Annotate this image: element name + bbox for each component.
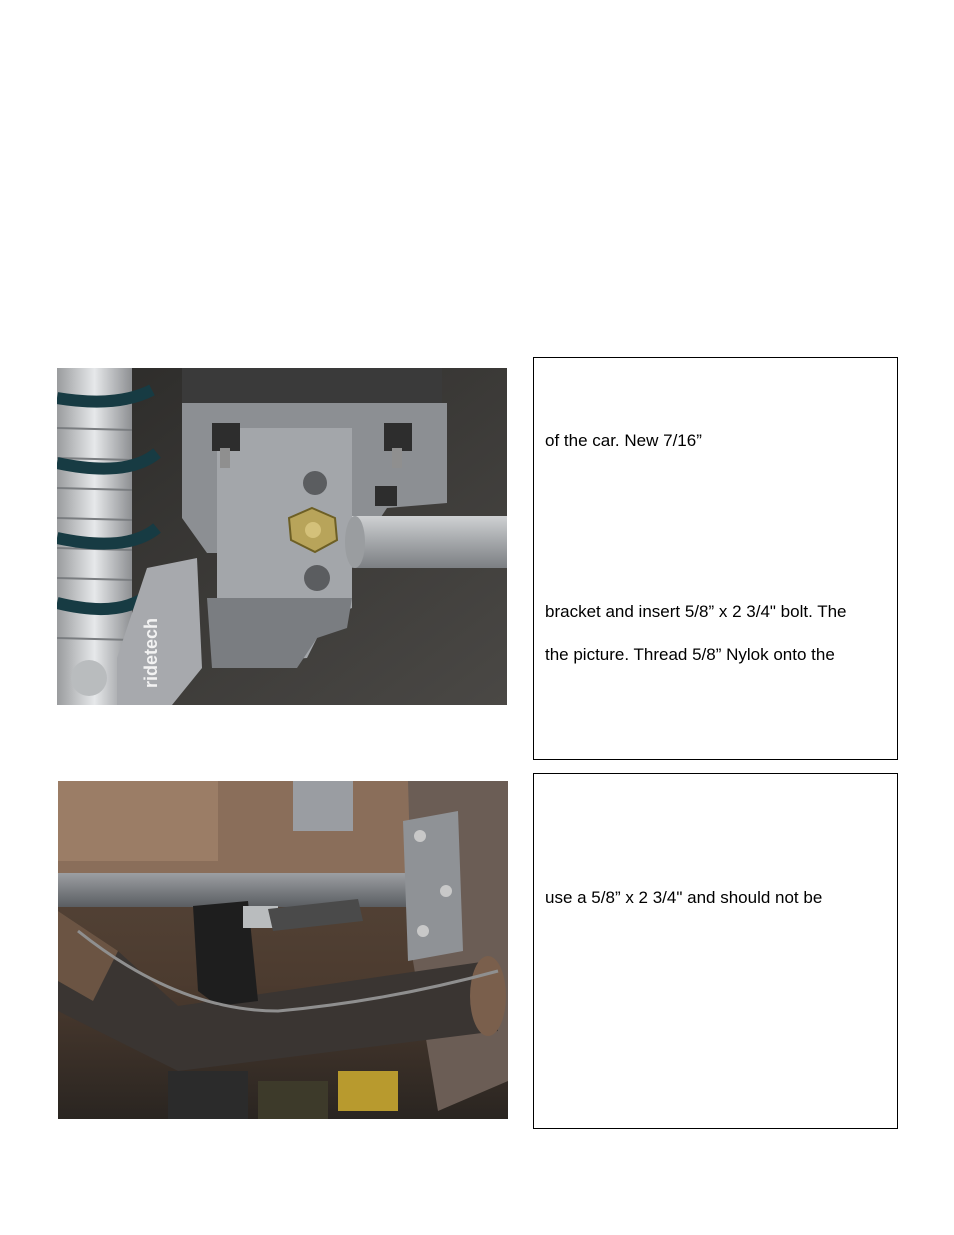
step-text-box xyxy=(533,357,898,760)
step-text-line: bracket and insert 5/8” x 2 3/4" bolt. The xyxy=(545,602,847,621)
axle-bracket-photo xyxy=(58,781,508,1119)
step-text-line: the picture. Thread 5/8” Nylok onto the xyxy=(545,645,835,664)
shock-bracket-photo xyxy=(57,368,507,705)
step-text-box xyxy=(533,773,898,1129)
ridetech-logo: ridetech xyxy=(141,617,161,688)
step-text-line: of the car. New 7/16” xyxy=(545,431,702,450)
step-text-line: use a 5/8” x 2 3/4" and should not be xyxy=(545,888,823,907)
